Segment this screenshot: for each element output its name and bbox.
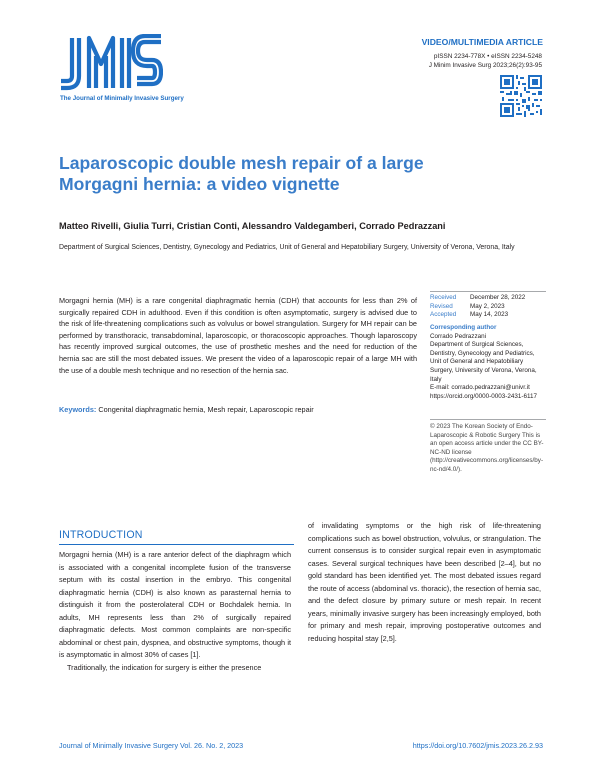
citation: J Minim Invasive Surg 2023;26(2):93-95 (428, 62, 542, 69)
date-revised (430, 303, 546, 312)
date-accepted (430, 311, 546, 320)
affiliation: Department of Surgical Sciences, Dentistry, Gynecology and Pediatrics, Unit of General and Hepatobiliary Surgery, University of Verona, Verona, Italy (59, 244, 515, 251)
paragraph: Morgagni hernia (MH) is a rare anterior defect of the diaphragm which is associated with a congenital incomplete fusion of the transverse septum with its costal insertion in the embryo. This congenital diaphragmatic hernia (CDH) is also known as parasternal hernia to distinguish it from the posterolateral CDH or Bochdalek hernia. In adults, MH represents less than 2% of surgically repaired diaphragmatic defects. Most common complaints are non-specific abdominal or chest pain, dyspnea, and obstructive symptoms, though it is asymptomatic in almost 30% of cases [1]. (59, 550, 291, 659)
keywords (59, 405, 314, 414)
abstract: Morgagni hernia (MH) is a rare congenital diaphragmatic hernia (CDH) that accounts for less than 2% of surgically repaired CDH in adulthood. Even if this condition is often asymptomatic, surgery is advised due to the risk of life-threatening complications such as volvulus or bowel strangulation. Surgery for MH repair can be performed by transthoracic, transabdominal, laparoscopic, or thoracoscopic approaches. Though laparoscopy has recently improved surgical outcomes, the use of prosthetic meshes and the need for reduction of the hernia sac are still the most debated issues. We present the video of a laparoscopic repair of a large MH with the use of a double mesh technique and no resection of the hernia sac. (59, 296, 417, 375)
body-column-right (308, 520, 541, 645)
corr-address: Department of Surgical Sciences, Dentistry, Gynecology and Pediatrics, Unit of General and Hepatobiliary Surgery, University of Verona, Verona, Italy (430, 341, 537, 383)
article-type: VIDEO/MULTIMEDIA ARTICLE (421, 37, 543, 47)
license-notice: © 2023 The Korean Society of Endo-Laparoscopic & Robotic Surgery This is an open access article under the CC BY-NC-ND license (http://creativecommons.org/licenses/by-nc-nd/4.0/). (430, 423, 544, 473)
paragraph: of invalidating symptoms or the high risk of life-threatening complications such as bowel obstruction, volvulus, or strangulation. The current consensus is to consider surgical repair even in asymptomatic cases. Several surgical techniques have been described [2–4], but no gold standard has been identified yet. The most debated issues regard the route of access (abdominal vs. thoracic), the resection of hernia sac, and the defect closure by primary suture or mesh repair. In recent years, minimally invasive surgery has been increasingly employed, both for primary and mesh repair, improving postoperative outcomes and reducing hospital stay [2,5]. (308, 521, 541, 643)
sidebar-divider (430, 419, 546, 420)
date-label: Revised (430, 302, 453, 310)
date-label: Received (430, 294, 457, 301)
date-label: Accepted (430, 311, 457, 319)
qr-code-icon (500, 75, 542, 117)
article-title (59, 153, 499, 195)
jmis-logo (59, 34, 163, 92)
paragraph: Traditionally, the indication for surgery is either the presence (67, 662, 262, 672)
footer-journal: Journal of Minimally Invasive Surgery Vol. 26. No. 2, 2023 (59, 741, 244, 750)
date-value: May 14, 2023 (470, 311, 509, 319)
author-list: Matteo Rivelli, Giulia Turri, Cristian Conti, Alessandro Valdegamberi, Corrado Pedrazzani (59, 221, 446, 231)
journal-name: The Journal of Minimally Invasive Surgery (60, 95, 184, 102)
article-dates (430, 294, 546, 320)
date-received (430, 294, 546, 303)
corr-email[interactable] (430, 384, 546, 393)
corr-orcid[interactable]: https://orcid.org/0000-0003-2431-6117 (430, 392, 538, 400)
issn: pISSN 2234-778X • eISSN 2234-5248 (433, 53, 542, 60)
date-value: May 2, 2023 (470, 302, 505, 310)
keywords-label: Keywords: (59, 405, 97, 414)
footer-doi[interactable]: https://doi.org/10.7602/jmis.2023.26.2.93 (412, 741, 543, 750)
keywords-text: Congenital diaphragmatic hernia, Mesh repair, Laparoscopic repair (98, 405, 314, 414)
section-heading: INTRODUCTION (59, 529, 143, 541)
sidebar-divider (430, 291, 546, 292)
corr-title: Corresponding author (430, 324, 497, 331)
body-column-left (59, 549, 291, 674)
corr-email-text[interactable]: E-mail: corrado.pedrazzani@univr.it (430, 384, 530, 392)
heading-rule (59, 544, 294, 545)
title-line-2: Morgagni hernia: a video vignette (59, 174, 340, 194)
corresponding-author (430, 324, 546, 401)
title-line-1: Laparoscopic double mesh repair of a large (59, 153, 424, 173)
date-value: December 28, 2022 (470, 294, 526, 301)
corr-name: Corrado Pedrazzani (430, 332, 487, 340)
